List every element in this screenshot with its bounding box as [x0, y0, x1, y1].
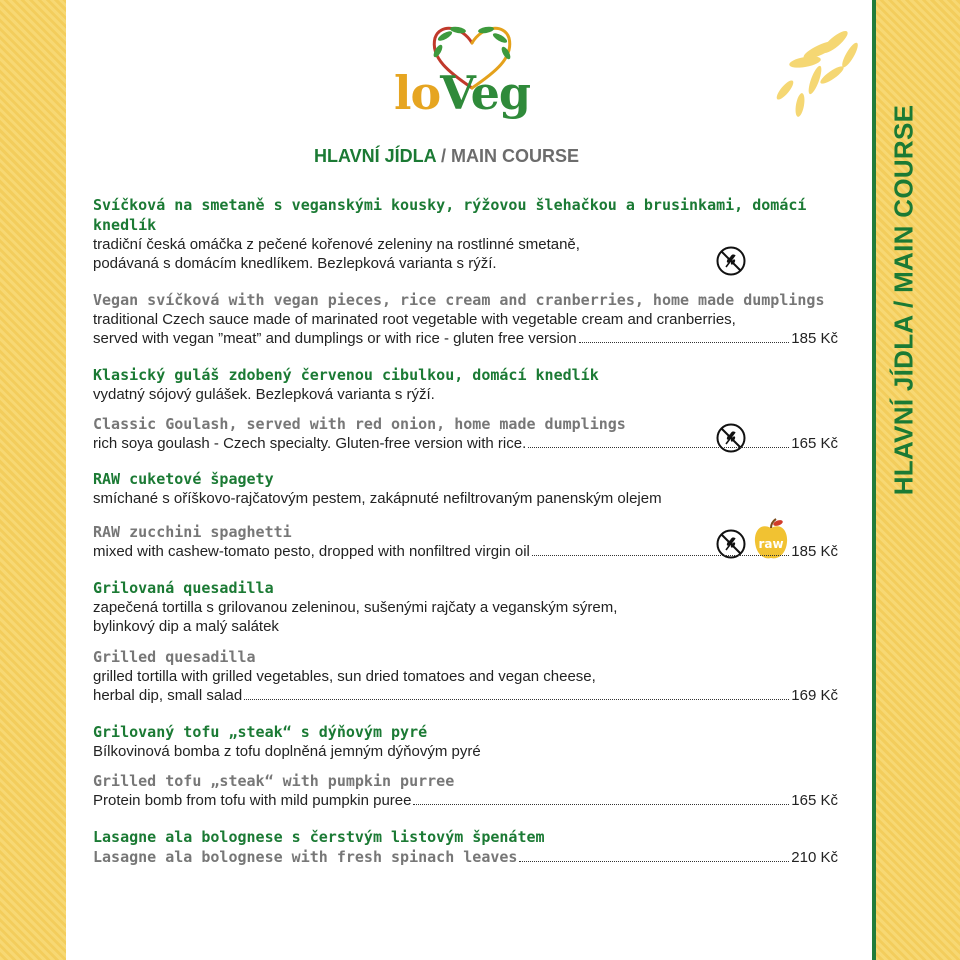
price-leader [528, 446, 789, 448]
page-heading [314, 146, 579, 167]
left-decorative-border [0, 0, 66, 960]
item-title-en: Grilled quesadilla [93, 648, 256, 666]
item-desc-cz: tradiční česká omáčka z pečené kořenové zeleniny na rostlinné smetaně, [93, 236, 580, 253]
item-title-cz: Grilovaná quesadilla [93, 579, 274, 597]
item-desc-cz: smíchané s oříškovo-rajčatovým pestem, zakápnuté nefiltrovaným panenským olejem [93, 490, 662, 507]
item-price: 185 Kč [791, 543, 838, 560]
item-desc-cz: vydatný sójový gulášek. Bezlepková varianta s rýží. [93, 386, 435, 403]
item-desc-en: mixed with cashew-tomato pesto, dropped with nonfiltred virgin oil [93, 543, 530, 560]
heading-en: MAIN COURSE [451, 146, 580, 166]
item-desc-en: rich soya goulash - Czech specialty. Gluten-free version with rice. [93, 435, 527, 452]
item-title-cz: Lasagne ala bolognese s čerstvým listovým špenátem [93, 828, 545, 846]
wheat-decoration [760, 20, 870, 130]
item-price: 165 Kč [791, 792, 838, 809]
item-title-cz: Svíčková na smetaně s veganskými kousky, rýžovou šlehačkou a brusinkami, domácí knedlík [93, 196, 807, 234]
item-desc-en: grilled tortilla with grilled vegetables, sun dried tomatoes and vegan cheese, [93, 668, 596, 685]
item-desc-en: served with vegan ”meat” and dumplings or with rice - gluten free version [93, 330, 577, 347]
item-title-en: Lasagne ala bolognese with fresh spinach leaves [93, 848, 518, 866]
menu-list [93, 195, 838, 867]
side-title [874, 0, 934, 960]
item-desc-cz: zapečená tortilla s grilovanou zeleninou, sušenými rajčaty a veganským sýrem, [93, 599, 618, 616]
item-title-cz: Grilovaný tofu „steak“ s dýňovým pyré [93, 723, 428, 741]
menu-item [93, 722, 838, 810]
item-price: 185 Kč [791, 330, 838, 347]
item-title-cz: RAW cuketové špagety [93, 470, 274, 488]
heading-cz: HLAVNÍ JÍDLA [314, 146, 437, 166]
price-leader [413, 803, 789, 805]
item-desc-en: traditional Czech sauce made of marinated root vegetable with vegetable cream and cranberries, [93, 311, 736, 328]
menu-item [93, 195, 838, 348]
item-price: 165 Kč [791, 435, 838, 452]
item-price: 169 Kč [791, 687, 838, 704]
item-desc-cz: bylinkový dip a malý salátek [93, 618, 279, 635]
menu-item [93, 469, 838, 561]
menu-item [93, 578, 838, 705]
item-desc-cz: podávaná s domácím knedlíkem. Bezlepková varianta s rýží. [93, 255, 497, 272]
raw-label: raw [758, 537, 784, 551]
logo-text-lo: lo [394, 66, 441, 120]
logo-text-veg: Veg [440, 66, 531, 120]
item-title-en: RAW zucchini spaghetti [93, 523, 292, 541]
price-leader [519, 860, 789, 862]
price-leader [244, 698, 789, 700]
item-desc-en: Protein bomb from tofu with mild pumpkin puree [93, 792, 412, 809]
item-title-en: Grilled tofu „steak“ with pumpkin purree [93, 772, 455, 790]
item-title-en: Vegan svíčková with vegan pieces, rice cream and cranberries, home made dumplings [93, 291, 825, 309]
item-title-en: Classic Goulash, served with red onion, home made dumplings [93, 415, 626, 433]
side-title-text: HLAVNÍ JÍDLA / MAIN COURSE [888, 104, 919, 496]
price-leader [579, 341, 790, 343]
heading-sep: / [436, 146, 452, 166]
price-leader [532, 554, 789, 556]
item-desc-cz: Bílkovinová bomba z tofu doplněná jemným dýňovým pyré [93, 743, 481, 760]
menu-item [93, 827, 838, 867]
menu-item [93, 365, 838, 453]
item-desc-en: herbal dip, small salad [93, 687, 243, 704]
item-title-cz: Klasický guláš zdobený červenou cibulkou, domácí knedlík [93, 366, 599, 384]
item-price: 210 Kč [791, 849, 838, 866]
loveg-logo [390, 18, 555, 133]
